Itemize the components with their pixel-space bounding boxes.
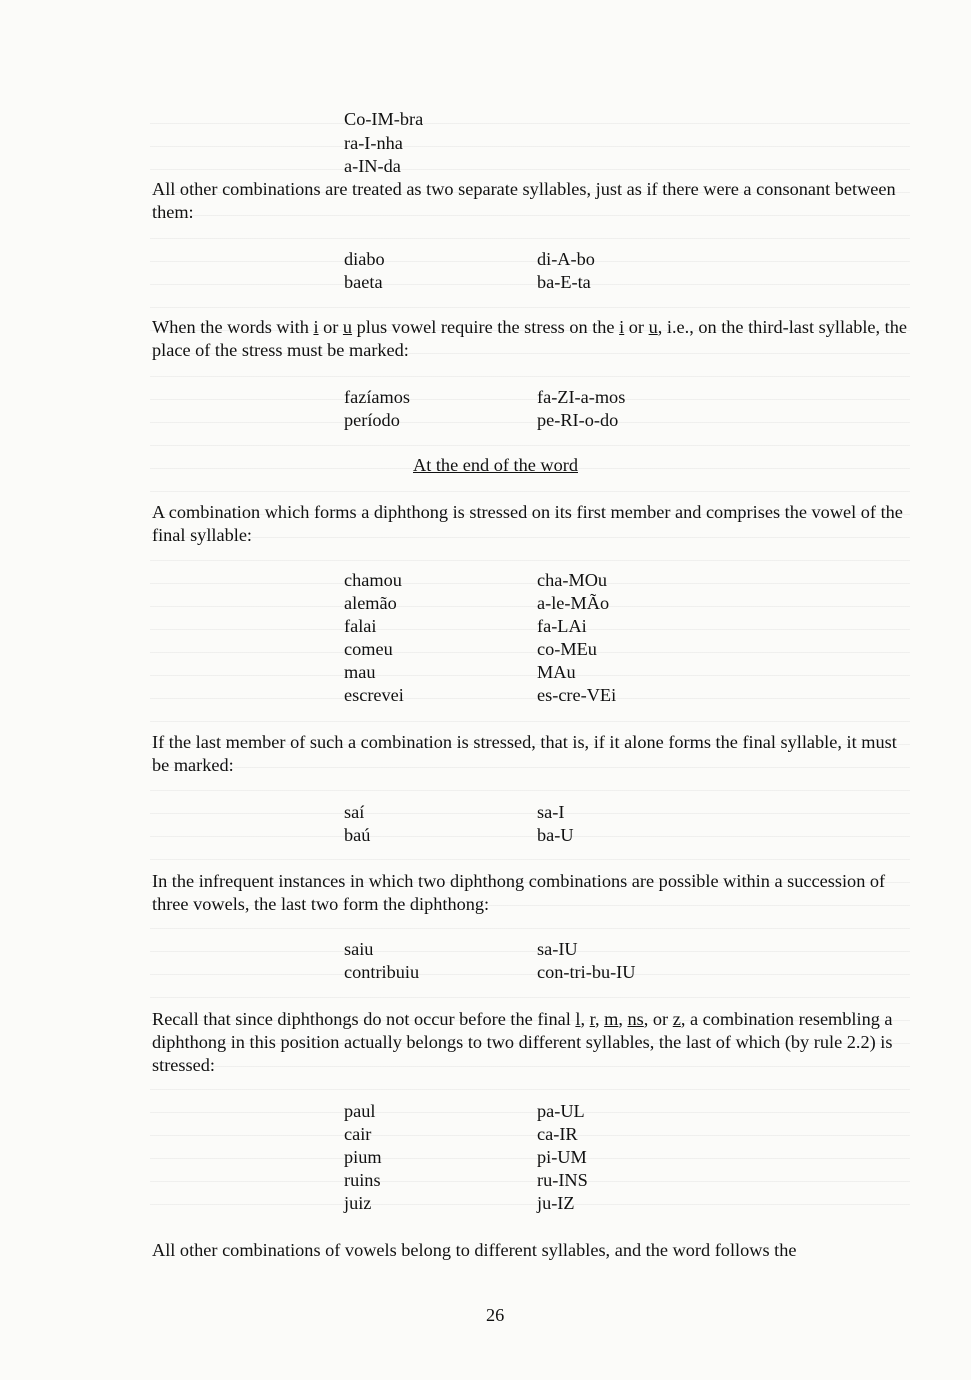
paragraph-three-vowels: In the infrequent instances in which two diphthong combinations are possible within a succession of three vowels, the last two form the diphthong: bbox=[152, 871, 886, 914]
example-split: ba-U bbox=[537, 825, 574, 845]
paragraph-separate-syllables: All other combinations are treated as two separate syllables, just as if there were a consonant between them: bbox=[152, 179, 896, 222]
example-split: co-MEu bbox=[537, 639, 597, 659]
example-word: período bbox=[344, 410, 400, 430]
example-split: di-A-bo bbox=[537, 249, 595, 269]
example-word: cair bbox=[344, 1124, 372, 1144]
example-split: pe-RI-o-do bbox=[537, 410, 619, 430]
example-word: falai bbox=[344, 616, 377, 636]
example-word: saiu bbox=[344, 939, 374, 959]
page-number: 26 bbox=[486, 1305, 505, 1325]
example-word: ruins bbox=[344, 1170, 381, 1190]
example-split: MAu bbox=[537, 662, 576, 682]
example-split: a-le-MÃo bbox=[537, 593, 610, 613]
example-word: diabo bbox=[344, 249, 385, 269]
paragraph-other-combinations: All other combinations of vowels belong to different syllables, and the word follows the bbox=[152, 1240, 797, 1260]
example-split: con-tri-bu-IU bbox=[537, 962, 636, 982]
example-split: ru-INS bbox=[537, 1170, 588, 1190]
example-word: escrevei bbox=[344, 685, 404, 705]
paragraph-third-last-stress: When the words with i or u plus vowel require the stress on the i or u, i.e., on the third-last syllable, the place of the stress must be marked: bbox=[152, 317, 908, 360]
paragraph-recall-final-consonants: Recall that since diphthongs do not occur before the final l, r, m, ns, or z, a combination resembling a diphthong in this position actually belongs to two different syllables, the last of which (by rule 2.2) is stressed: bbox=[152, 1009, 893, 1075]
example-word: mau bbox=[344, 662, 376, 682]
example-split: es-cre-VEi bbox=[537, 685, 617, 705]
example-word: baeta bbox=[344, 272, 383, 292]
example-word: fazíamos bbox=[344, 387, 410, 407]
example-split: sa-I bbox=[537, 802, 565, 822]
example-word: chamou bbox=[344, 570, 402, 590]
section-heading-end-of-word: At the end of the word bbox=[413, 455, 578, 475]
example-word: contribuiu bbox=[344, 962, 420, 982]
example-word: alemão bbox=[344, 593, 397, 613]
example-split: pa-UL bbox=[537, 1101, 585, 1121]
example-word: baú bbox=[344, 825, 371, 845]
example-split: sa-IU bbox=[537, 939, 578, 959]
example-split: ba-E-ta bbox=[537, 272, 591, 292]
example-split: fa-LAi bbox=[537, 616, 587, 636]
example-word: paul bbox=[344, 1101, 376, 1121]
top-word-2: ra-I-nha bbox=[344, 133, 403, 153]
example-split: fa-ZI-a-mos bbox=[537, 387, 626, 407]
top-word-1: Co-IM-bra bbox=[344, 109, 424, 129]
example-split: cha-MOu bbox=[537, 570, 608, 590]
example-word: saí bbox=[344, 802, 365, 822]
example-split: ca-IR bbox=[537, 1124, 578, 1144]
example-word: comeu bbox=[344, 639, 393, 659]
paragraph-last-member-stressed: If the last member of such a combination is stressed, that is, if it alone forms the final syllable, it must be marked: bbox=[152, 732, 897, 775]
example-split: ju-IZ bbox=[537, 1193, 575, 1213]
example-word: pium bbox=[344, 1147, 382, 1167]
example-split: pi-UM bbox=[537, 1147, 587, 1167]
top-word-3: a-IN-da bbox=[344, 156, 401, 176]
example-word: juiz bbox=[344, 1193, 372, 1213]
paragraph-diphthong-final: A combination which forms a diphthong is stressed on its first member and comprises the vowel of the final syllable: bbox=[152, 502, 903, 545]
